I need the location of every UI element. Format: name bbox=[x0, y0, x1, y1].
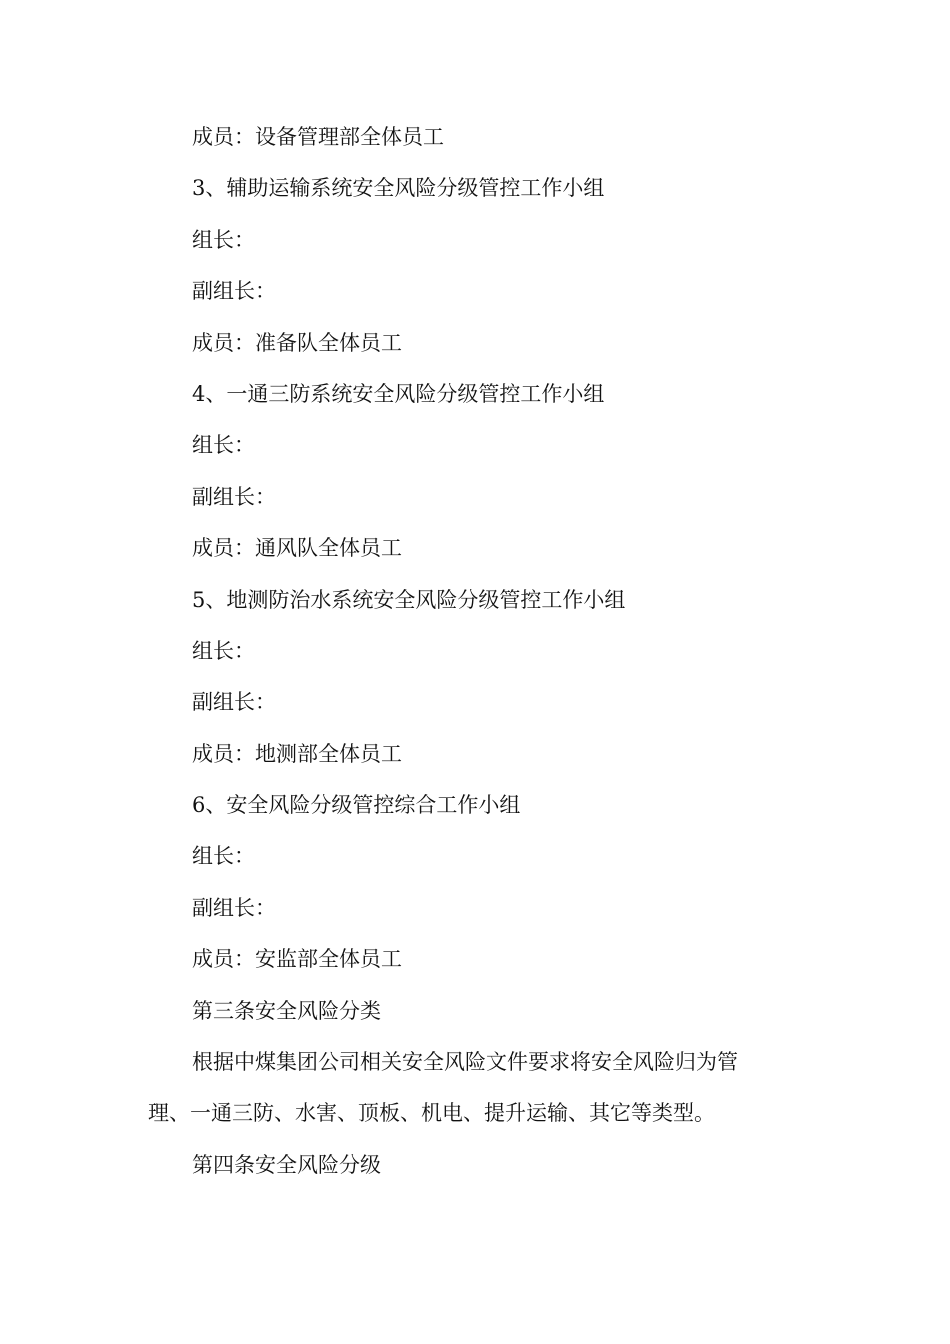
leader-line: 组长： bbox=[192, 433, 255, 458]
group-heading-auxiliary-transport: 3、辅助运输系统安全风险分级管控工作小组 bbox=[192, 176, 605, 201]
group-heading-ventilation: 4、一通三防系统安全风险分级管控工作小组 bbox=[192, 381, 605, 406]
deputy-leader-line: 副组长： bbox=[192, 484, 276, 509]
member-line-equipment: 成员：设备管理部全体员工 bbox=[192, 125, 444, 149]
leader-line: 组长： bbox=[192, 638, 255, 663]
deputy-leader-line: 副组长： bbox=[192, 279, 276, 304]
leader-line: 组长： bbox=[192, 227, 255, 252]
leader-line: 组长： bbox=[192, 844, 255, 869]
deputy-leader-line: 副组长： bbox=[192, 895, 276, 920]
paragraph-line: 根据中煤集团公司相关安全风险文件要求将安全风险归为管 bbox=[192, 1050, 738, 1075]
member-line-safety-supervision: 成员：安监部全体员工 bbox=[192, 947, 402, 972]
paragraph-line: 理、一通三防、水害、顶板、机电、提升运输、其它等类型。 bbox=[148, 1101, 715, 1126]
member-line-ventilation: 成员：通风队全体员工 bbox=[192, 536, 402, 561]
deputy-leader-line: 副组长： bbox=[192, 690, 276, 715]
group-heading-geology-water: 5、地测防治水系统安全风险分级管控工作小组 bbox=[192, 587, 626, 612]
member-line-geology: 成员：地测部全体员工 bbox=[192, 741, 402, 766]
article-heading-risk-classification: 第三条安全风险分类 bbox=[192, 998, 381, 1023]
member-line-preparation: 成员：准备队全体员工 bbox=[192, 330, 402, 355]
group-heading-comprehensive: 6、安全风险分级管控综合工作小组 bbox=[192, 793, 521, 818]
article-heading-risk-grading: 第四条安全风险分级 bbox=[192, 1152, 381, 1177]
document-body bbox=[148, 112, 788, 1191]
